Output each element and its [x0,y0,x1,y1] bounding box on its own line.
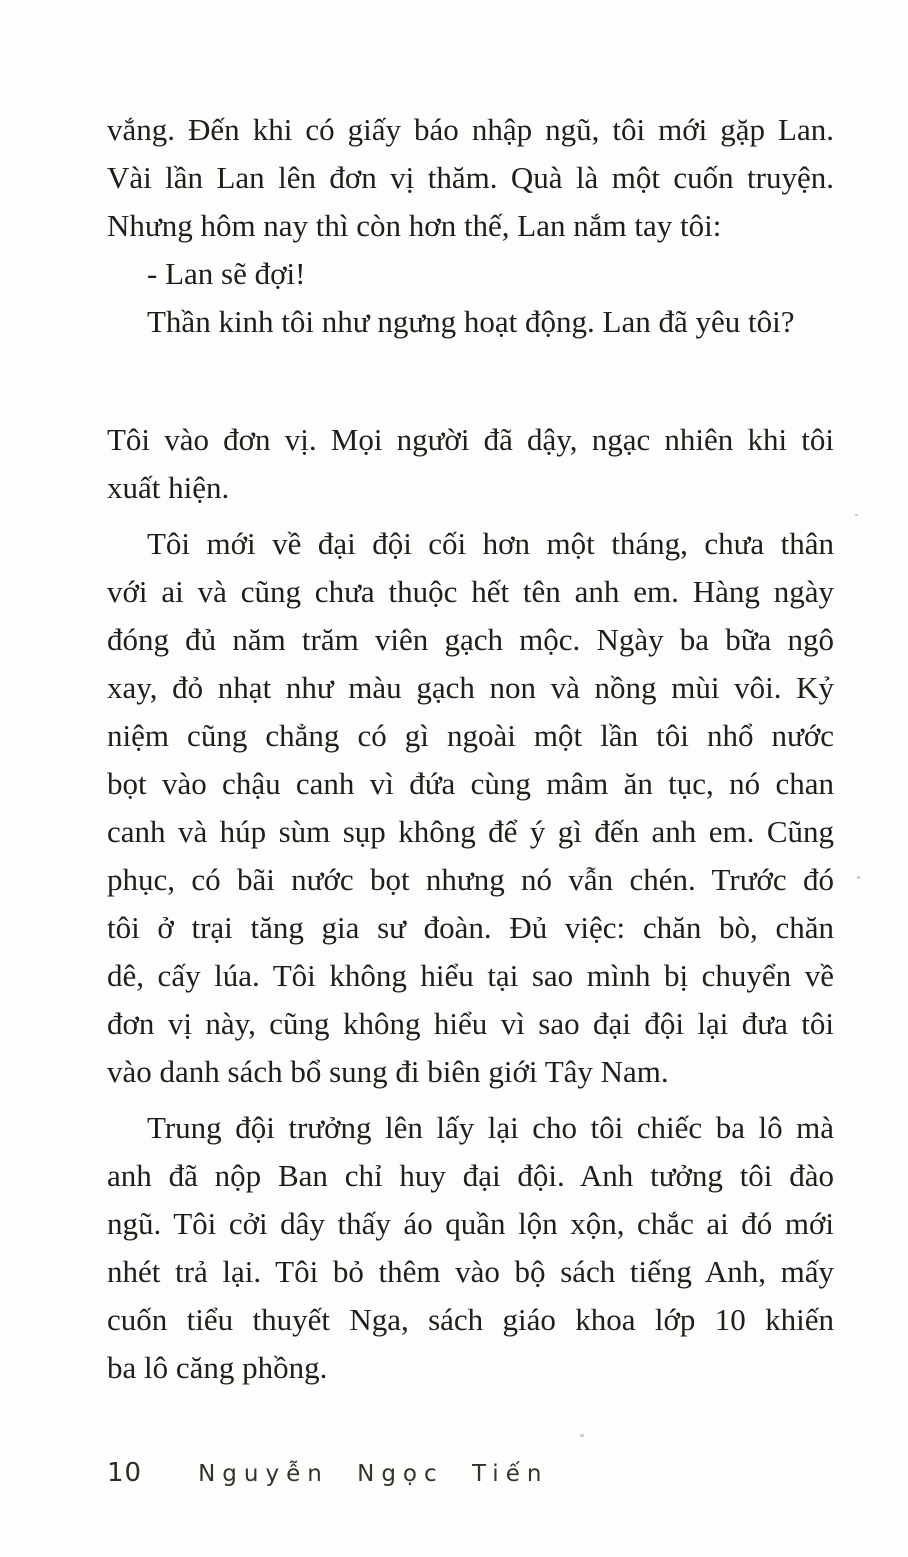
text-line: canh và húp sùm sụp không để ý gì đến anh em. Cũng [107,814,834,849]
text-line: ngũ. Tôi cởi dây thấy áo quần lộn xộn, chắc ai đó mới [107,1206,834,1241]
page-footer [107,1458,548,1488]
scan-speck [855,514,858,516]
text-line: - Lan sẽ đợi! [147,256,306,291]
text-line: Vài lần Lan lên đơn vị thăm. Quà là một cuốn truyện. [107,160,834,195]
text-section [107,416,834,1392]
text-line: xay, đỏ nhạt như màu gạch non và nồng mùi vôi. Kỷ [107,670,834,705]
paragraph [107,1104,834,1392]
text-line: niệm cũng chẳng có gì ngoài một lần tôi nhổ nước [107,718,834,753]
text-line: Nhưng hôm nay thì còn hơn thế, Lan nắm tay tôi: [107,208,722,243]
running-footer-author: Nguyễn Ngọc Tiến [198,1461,549,1487]
text-section [107,106,834,346]
text-line: xuất hiện. [107,470,230,505]
text-line: bọt vào chậu canh vì đứa cùng mâm ăn tục, nó chan [107,766,834,801]
text-line: vắng. Đến khi có giấy báo nhập ngũ, tôi mới gặp Lan. [107,112,834,147]
paragraph [107,250,834,298]
page-number: 10 [107,1458,143,1488]
text-line: phục, có bãi nước bọt nhưng nó vẫn chén. Trước đó [107,862,834,897]
text-line: Thần kinh tôi như ngưng hoạt động. Lan đã yêu tôi? [147,304,795,339]
text-line: ba lô căng phồng. [107,1350,328,1385]
text-line: đóng đủ năm trăm viên gạch mộc. Ngày ba bữa ngô [107,622,834,657]
text-line: dê, cấy lúa. Tôi không hiểu tại sao mình bị chuyển về [107,958,834,993]
paragraph [107,298,834,346]
text-line: với ai và cũng chưa thuộc hết tên anh em. Hàng ngày [107,574,834,609]
paragraph [107,106,834,250]
scan-speck [580,1434,584,1437]
text-line: Trung đội trưởng lên lấy lại cho tôi chiếc ba lô mà [147,1110,834,1145]
text-line: Tôi mới về đại đội cối hơn một tháng, chưa thân [147,526,834,561]
body-text [107,106,834,1392]
paragraph [107,416,834,512]
text-line: tôi ở trại tăng gia sư đoàn. Đủ việc: chăn bò, chăn [107,910,834,945]
text-line: cuốn tiểu thuyết Nga, sách giáo khoa lớp 10 khiến [107,1302,834,1337]
scan-speck [857,876,860,879]
text-line: anh đã nộp Ban chỉ huy đại đội. Anh tưởng tôi đào [107,1158,834,1193]
text-line: vào danh sách bổ sung đi biên giới Tây Nam. [107,1054,669,1089]
text-line: đơn vị này, cũng không hiểu vì sao đại đội lại đưa tôi [107,1006,834,1041]
text-line: Tôi vào đơn vị. Mọi người đã dậy, ngạc nhiên khi tôi [107,422,834,457]
paragraph [107,520,834,1096]
text-line: nhét trả lại. Tôi bỏ thêm vào bộ sách tiếng Anh, mấy [107,1254,834,1289]
